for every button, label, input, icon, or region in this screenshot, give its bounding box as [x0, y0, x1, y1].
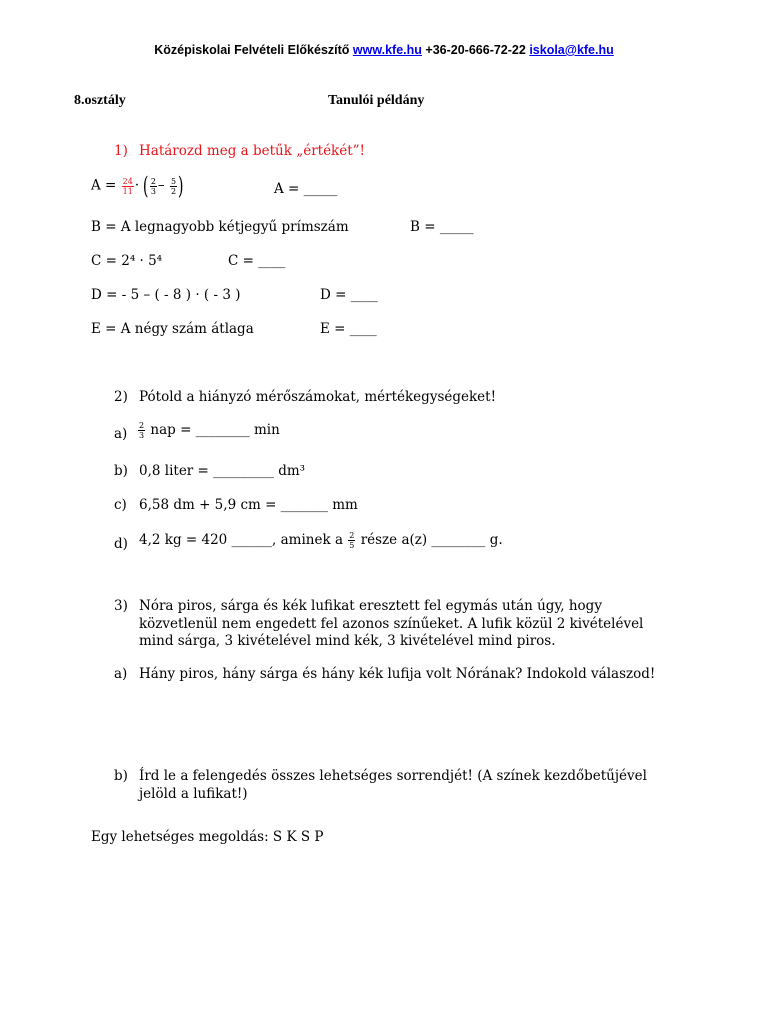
header-phone: +36-20-666-72-22	[425, 43, 526, 57]
q2-b-label: b)	[114, 463, 128, 479]
q1-c-answer: C = ____	[228, 253, 286, 269]
q3-a-text: Hány piros, hány sárga és hány kék lufija volt Nórának? Indokold válaszod!	[139, 666, 656, 682]
q1-a-dot: ·	[134, 177, 140, 194]
q2-d-fraction: $\frac{2}{5}$	[349, 531, 355, 550]
q2-c-label: c)	[114, 497, 127, 513]
q3-line-1: Nóra piros, sárga és kék lufikat eresztett fel egymás után úgy, hogy	[139, 598, 602, 614]
q2-b-text: 0,8 liter = _________ dm³	[139, 463, 306, 479]
q3-a-label: a)	[114, 666, 128, 682]
q2-number: 2)	[114, 389, 128, 405]
q2-a-text: nap = ________ min	[150, 422, 280, 438]
q2-a-label: a)	[114, 426, 128, 442]
q1-a-close-paren: )	[177, 172, 184, 200]
q3-solution: Egy lehetséges megoldás: S K S P	[91, 829, 324, 845]
page-header	[0, 43, 768, 57]
q1-d-text: D = - 5 – ( - 8 ) · ( - 3 )	[91, 287, 241, 303]
header-prefix: Középiskolai Felvételi Előkészítő	[154, 43, 350, 57]
q3-number: 3)	[114, 598, 128, 614]
q1-e-answer: E = ____	[320, 321, 377, 337]
q1-a-fraction-3: $\frac{5}{2}$	[170, 176, 177, 196]
q3-line-3: mind sárga, 3 kivételével mind kék, 3 kivételével mind piros.	[139, 633, 556, 649]
q1-d-answer: D = ____	[320, 287, 378, 303]
q2-title: Pótold a hiányzó mérőszámokat, mértékegységeket!	[139, 389, 497, 405]
q3-b-line-1: Írd le a felengedés összes lehetséges sorrendjét! (A színek kezdőbetűjével	[139, 768, 647, 784]
q2-d-label: d)	[114, 536, 128, 552]
q2-a-expression	[137, 421, 280, 440]
q1-a-fraction-2: $\frac{2}{3}$	[150, 176, 156, 196]
q1-title: Határozd meg a betűk „értékét”!	[139, 143, 365, 159]
website-link[interactable]: www.kfe.hu	[352, 43, 422, 57]
q1-e-text: E = A négy szám átlaga	[91, 321, 254, 337]
copy-label: Tanulói példány	[328, 93, 425, 108]
q1-a-minus: –	[157, 177, 165, 194]
q1-b-answer: B = _____	[410, 219, 474, 235]
q2-a-fraction: $\frac{2}{3}$	[139, 421, 145, 440]
q3-b-label: b)	[114, 768, 128, 784]
q3-line-2: közvetlenül nem engedett fel azonos színűeket. A lufik közül 2 kivételével	[139, 616, 644, 632]
q1-a-fraction-1: $\frac{24}{11}$	[122, 176, 133, 196]
q1-a-answer: A = _____	[274, 181, 338, 197]
q1-a-prefix: A =	[91, 177, 117, 194]
q2-d-expression	[139, 531, 503, 550]
q1-c-text: C = 2⁴ · 5⁴	[91, 253, 163, 269]
grade-label: 8.osztály	[74, 93, 126, 108]
email-link[interactable]: iskola@kfe.hu	[529, 43, 614, 57]
q3-b-line-2: jelöld a lufikat!)	[139, 786, 248, 802]
q2-d-text-1: 4,2 kg = 420 ______, aminek a	[139, 532, 343, 548]
q2-d-text-2: része a(z) ________ g.	[360, 532, 503, 548]
q2-c-text: 6,58 dm + 5,9 cm = _______ mm	[139, 497, 358, 513]
q1-a-expression	[91, 172, 184, 200]
q1-b-text: B = A legnagyobb kétjegyű prímszám	[91, 219, 349, 235]
q1-a-open-paren: (	[143, 172, 149, 200]
q1-number: 1)	[114, 143, 128, 159]
